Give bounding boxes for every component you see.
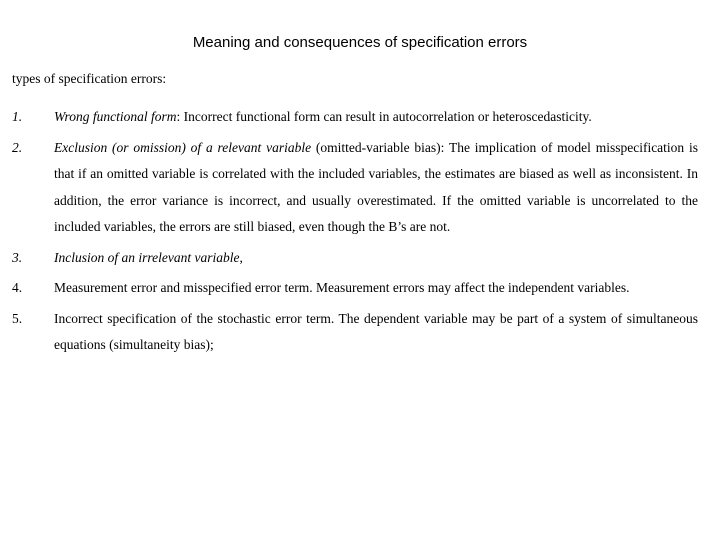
list-item-1 [12,104,698,131]
item-text: Measurement error and misspecified error term. Measurement errors may affect the independent variables. [54,280,630,295]
item-text: (omitted-variable bias): The implication of model misspecification is that if an omitted variable is correlated with the included variables, the estimates are biased as well as inconsistent. In addition, the error variance is incorrect, and usually overestimated. If the omitted variable is uncorrelated to the included variables, the errors are still biased, even though the B’s are not. [54,139,698,234]
intro-text: types of specification errors: [12,71,167,86]
item-number: 3. [12,249,23,265]
item-text: : Incorrect functional form can result in autocorrelation or heteroscedasticity. [176,109,592,124]
item-emphasis: Inclusion of an irrelevant variable [54,249,240,265]
item-emphasis: Exclusion (or omission) of a relevant variable [54,139,312,155]
item-number: 4. [12,280,23,295]
list-item-4 [12,275,698,302]
list-item-2 [12,135,698,241]
list-item-5 [12,306,698,359]
item-emphasis: Wrong functional form [54,109,177,124]
item-number: 2. [12,139,23,155]
list-item-3 [12,245,698,272]
item-number: 1. [12,109,23,124]
specification-errors-list [12,104,698,359]
page-title: Meaning and consequences of specification errors [192,34,528,51]
item-text: Incorrect specification of the stochastic error term. The dependent variable may be part of a system of simultaneous equations (simultaneity bias); [54,310,698,352]
item-number: 5. [12,310,23,326]
item-text: , [239,249,243,265]
